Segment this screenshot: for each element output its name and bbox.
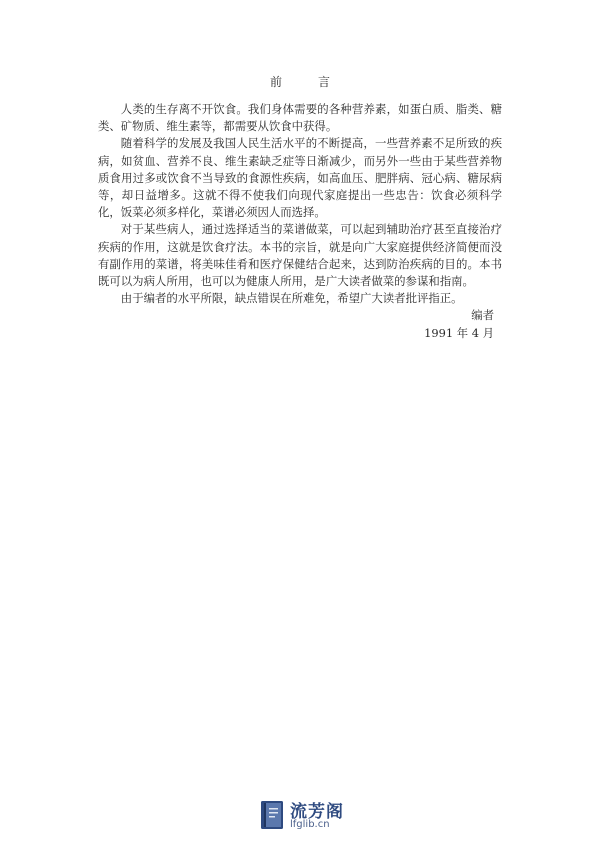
signature: 编者 xyxy=(471,308,494,323)
watermark-url: lfglib.cn xyxy=(290,819,330,830)
book-icon xyxy=(260,800,284,830)
paragraph-3: 对于某些病人，通过选择适当的菜谱做菜，可以起到辅助治疗甚至直接治疗疾病的作用，这就是饮食疗法。本书的宗旨，就是向广大家庭提供经济简便而没有副作用的菜谱，将美味佳肴和医疗保健结合起来，达到防治疾病的目的。本书既可以为病人所用，也可以为健康人所用，是广大读者做菜的参谋和指南。 xyxy=(98,222,502,289)
preface-title: 前 言 xyxy=(269,75,342,89)
preface-body xyxy=(98,101,502,342)
watermark-name: 流芳阁 xyxy=(290,802,344,822)
paragraph-1: 人类的生存离不开饮食。我们身体需要的各种营养素，如蛋白质、脂类、糖类、矿物质、维生素等，都需要从饮食中获得。 xyxy=(98,102,502,134)
watermark-logo xyxy=(260,796,380,832)
paragraph-4: 由于编者的水平所限，缺点错误在所难免，希望广大读者批评指正。 xyxy=(120,291,463,306)
date: 1991 年 4 月 xyxy=(424,325,494,340)
paragraph-2: 随着科学的发展及我国人民生活水平的不断提高，一些营养素不足所致的疾病，如贫血、营养不良、维生素缺乏症等日渐减少，而另外一些由于某些营养物质食用过多或饮食不当导致的食源性疾病，如高血压、肥胖病、冠心病、糖尿病等，却日益增多。这就不得不使我们向现代家庭提出一些忠告：饮食必须科学化，饭菜必须多样化，菜谱必须因人而选择。 xyxy=(98,136,502,220)
